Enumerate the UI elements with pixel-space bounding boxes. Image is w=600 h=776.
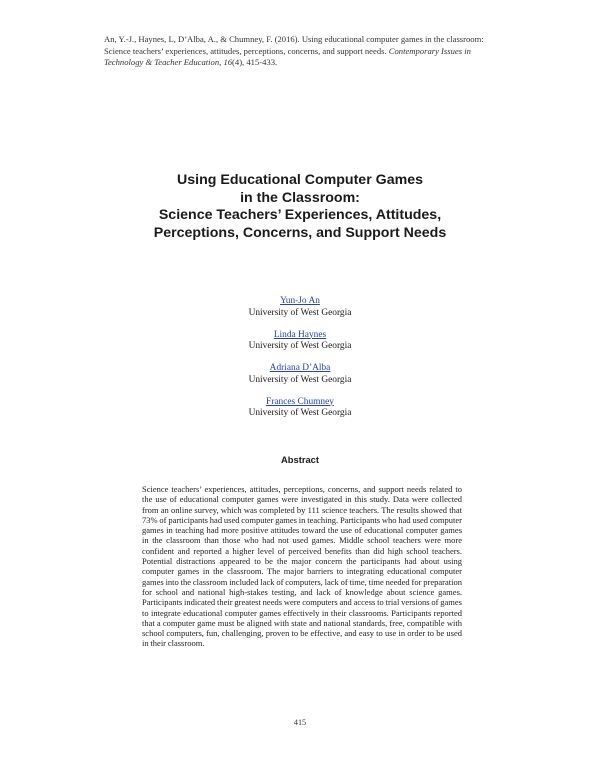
- author-block: [0, 363, 600, 386]
- author-affiliation: University of West Georgia: [248, 341, 352, 351]
- citation: [104, 34, 494, 69]
- page-number: 415: [293, 718, 307, 727]
- author-affiliation: University of West Georgia: [248, 374, 352, 385]
- abstract-body: Science teachers’ experiences, attitudes, perceptions, concerns, and support needs related to the use of educational computer games were investigated in this study. Data were collected from an online survey, which was completed by 111 science teachers. The results showed that 73% of participants had used computer games in teaching. Participants who had used computer games in teaching had more positive attitudes toward the use of educational computer games in the classroom than those who had not used games. Middle school teachers were more confident and reported a higher level of perceived benefits than did high school teachers. Potential distractions appeared to be the major concern the participants had about using computer games in the classroom. The major barriers to integrating educational computer games into the classroom included lack of computers, lack of time, time needed for preparation for school and national high-stakes testing, and lack of knowledge about science games. Participants indicated their greatest needs were computers and access to trial versions of games to integrate educational computer games effectively in their classrooms. Participants reported that a computer game must be aligned with state and national standards, free, compatible with school computers, fun, challenging, proven to be effective, and easy to use in order to be used in their classroom.: [142, 484, 462, 649]
- author-link-dalba[interactable]: Adriana D’Alba: [269, 363, 331, 373]
- author-link-chumney[interactable]: Frances Chumney: [266, 396, 334, 407]
- author-block: [0, 397, 600, 420]
- author-link-an[interactable]: Yun-Jo An: [280, 296, 320, 306]
- abstract-heading: Abstract: [280, 454, 320, 465]
- author-block: [0, 330, 600, 353]
- author-block: [0, 296, 600, 319]
- citation-issue-pages: (4), 415-433.: [232, 57, 278, 67]
- paper-title: [0, 172, 600, 242]
- title-line-2: in the Classroom:: [240, 189, 360, 206]
- author-affiliation: University of West Georgia: [248, 408, 352, 418]
- citation-text: An, Y.-J., Haynes, L, D’Alba, A., & Chumney, F. (2016). Using educational computer games in the classroom: Science teachers’ experiences, attitudes, perceptions, concerns, and support needs.: [104, 34, 484, 56]
- author-list: [0, 296, 600, 430]
- author-affiliation: University of West Georgia: [248, 307, 352, 318]
- citation-volume: 16: [223, 57, 233, 67]
- title-line-1: Using Educational Computer Games: [177, 172, 423, 188]
- citation-journal: Contemporary Issues in Technology & Teacher Education,: [104, 45, 471, 67]
- title-line-3: Science Teachers’ Experiences, Attitudes,: [158, 207, 442, 224]
- author-link-haynes[interactable]: Linda Haynes: [273, 329, 327, 340]
- title-line-4: Perceptions, Concerns, and Support Needs: [153, 224, 447, 241]
